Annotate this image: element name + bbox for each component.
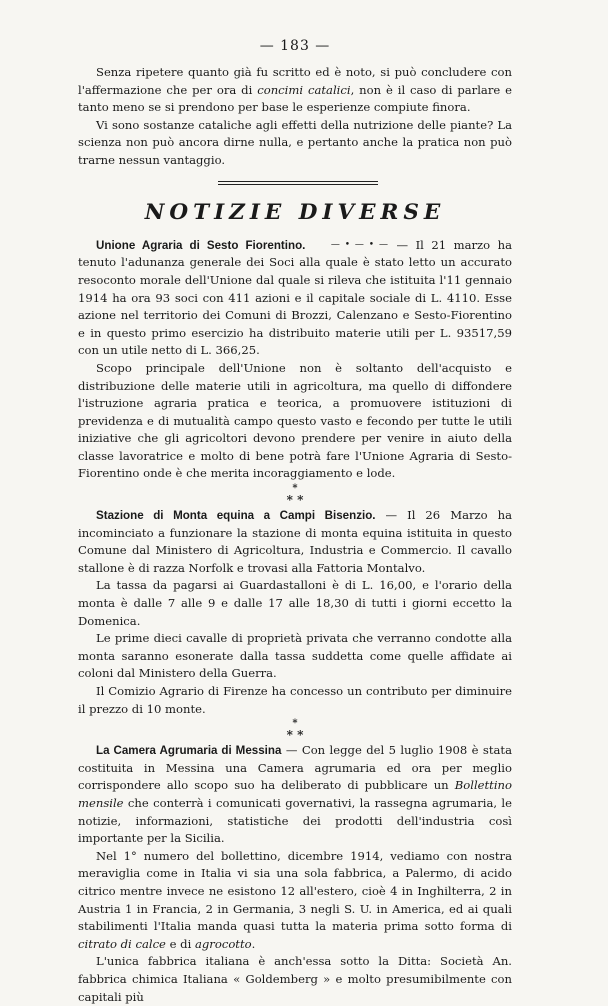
section3-p1-text: — Con legge del 5 luglio 1908 è stata costituita in Messina una Camera agrumaria ed ora per meglio corrispondere allo scopo suo ha deliberato di pubblicare un — [78, 743, 513, 793]
asterism-bottom: * * — [286, 493, 304, 508]
asterism-divider — [78, 720, 512, 742]
rule-line — [218, 181, 378, 182]
section1-p1-text: — Il 21 marzo ha tenuto l'adunanza generale dei Soci alla quale è stato letto un accurato resoconto morale dell'Unione dal quale si rileva che istituita l'11 gennaio 1914 ha ora 93 soci con 411 azioni e il capitale sociale di L. 4110. Esse azione nel territorio dei Comuni di Brozzi, Calenzano e Sesto-Fiorentino e in questo primo esercizio ha distribuito materie utili per L. 93517,59 con un utile netto di L. 366,25. — [78, 237, 513, 358]
section3-p1-emphasis: Bollettino mensile — [78, 778, 512, 810]
intro-paragraph-1 — [78, 64, 512, 117]
page-number: — 183 — — [259, 38, 331, 54]
intro-p1-text-end: , non è il caso di parlare e tanto meno se si prendono per base le esperienze compiute finora. — [78, 82, 512, 115]
intro-p1-emphasis: concimi catalici — [257, 82, 351, 97]
section3-heading: La Camera Agrumaria di Messina — [96, 744, 282, 758]
section2-p1-text: — Il 26 Marzo ha incominciato a funzionare la stazione di monta equina istituita in questo Comune dal Ministero di Agricoltura, Industria e Commercio. Il cavallo stallone è di razza Norfolk e trovasi alla Fattoria Montalvo. — [78, 508, 512, 575]
section2-paragraph-3: Le prime dieci cavalle di proprietà privata che verranno condotte alla monta saranno esonerate dalla tassa suddetta come quelle affidate ai coloni dal Ministero della Guerra. — [78, 631, 512, 681]
section3-p2-emphasis-2: agrocotto — [194, 936, 252, 951]
asterism-top: * — [292, 718, 298, 730]
intro-p1-text: Senza ripetere quanto già fu scritto ed è noto, si può concludere con l'affermazione che per ora di — [78, 65, 512, 97]
section2-paragraph-4: Il Comizio Agrario di Firenze ha concesso un contributo per diminuire il prezzo di 10 monte. — [78, 684, 512, 716]
ornament-dots: — • — • — — [330, 239, 389, 250]
rule-line — [218, 184, 378, 185]
section3-paragraph-3: L'unica fabbrica italiana è anch'essa sotto la Ditta: Società An. fabbrica chimica Italiana « Goldemberg » e molto presumibilmente con capitali più — [78, 954, 512, 1004]
section3-p2-emphasis-1: citrato di calce — [78, 936, 166, 951]
section3-p2-text-end: . — [251, 936, 256, 951]
section2-paragraph-2: La tassa da pagarsi ai Guardastalloni è di L. 16,00, e l'orario della monta è dalle 7 alle 9 e dalle 17 alle 18,30 di tutti i giorni eccetto la Domenica. — [78, 578, 512, 628]
section3-paragraph-1 — [78, 742, 512, 848]
section2-paragraph-1 — [78, 507, 512, 577]
section2-heading: Stazione di Monta equina a Campi Bisenzio. — [96, 509, 376, 523]
asterism-divider — [78, 485, 512, 507]
section1-paragraph-2: Scopo principale dell'Unione non è soltanto dell'acquisto e distribuzione delle materie utili in agricoltura, ma quello di diffondere l'istruzione agraria pratica e teorica, a promuovere istituzioni di previdenza e di mutualità campo questo vasto e fecondo per tutte le utili iniziative che gli agricoltori devono prendere per venire in aiuto della classe lavoratrice e molto di bene potrà fare l'Unione Agraria di Sesto-Fiorentino onde è che merita incoraggiamento e lode. — [78, 360, 512, 481]
section3-p2-text: Nel 1° numero del bollettino, dicembre 1914, vediamo con nostra meraviglia come in Italia vi sia una sola fabbrica, a Palermo, di acido citrico mentre invece ne esistono 12 all'estero, cioè 4 in Inghilterra, 2 in Austria 1 in Francia, 2 in Germania, 3 negli S. U. in America, ed ai quali stabilimenti l'Italia manda quasi tutta la materia prima sotto forma di — [78, 848, 512, 934]
section1-paragraph-1 — [78, 237, 512, 360]
section1-heading: Unione Agraria di Sesto Fiorentino. — [96, 238, 306, 252]
section3-p1-text-end: che conterrà i comunicati governativi, la rassegna agrumaria, le notizie, informazioni, statistiche dei prodotti dell'industria così importante per la Sicilia. — [78, 795, 512, 846]
section3-paragraph-2 — [78, 848, 512, 954]
section3-p2-text-mid: e di — [165, 936, 195, 951]
asterism-top: * — [292, 483, 298, 495]
double-rule-divider — [78, 174, 512, 194]
asterism-bottom: * * — [286, 728, 304, 743]
section-title: NOTIZIE DIVERSE — [144, 199, 446, 225]
page — [78, 38, 512, 1006]
intro-paragraph-2: Vi sono sostanze cataliche agli effetti della nutrizione delle piante? La scienza non può ancora dirne nulla, e pertanto anche la pratica non può trarne nessun vantaggio. — [78, 117, 512, 167]
